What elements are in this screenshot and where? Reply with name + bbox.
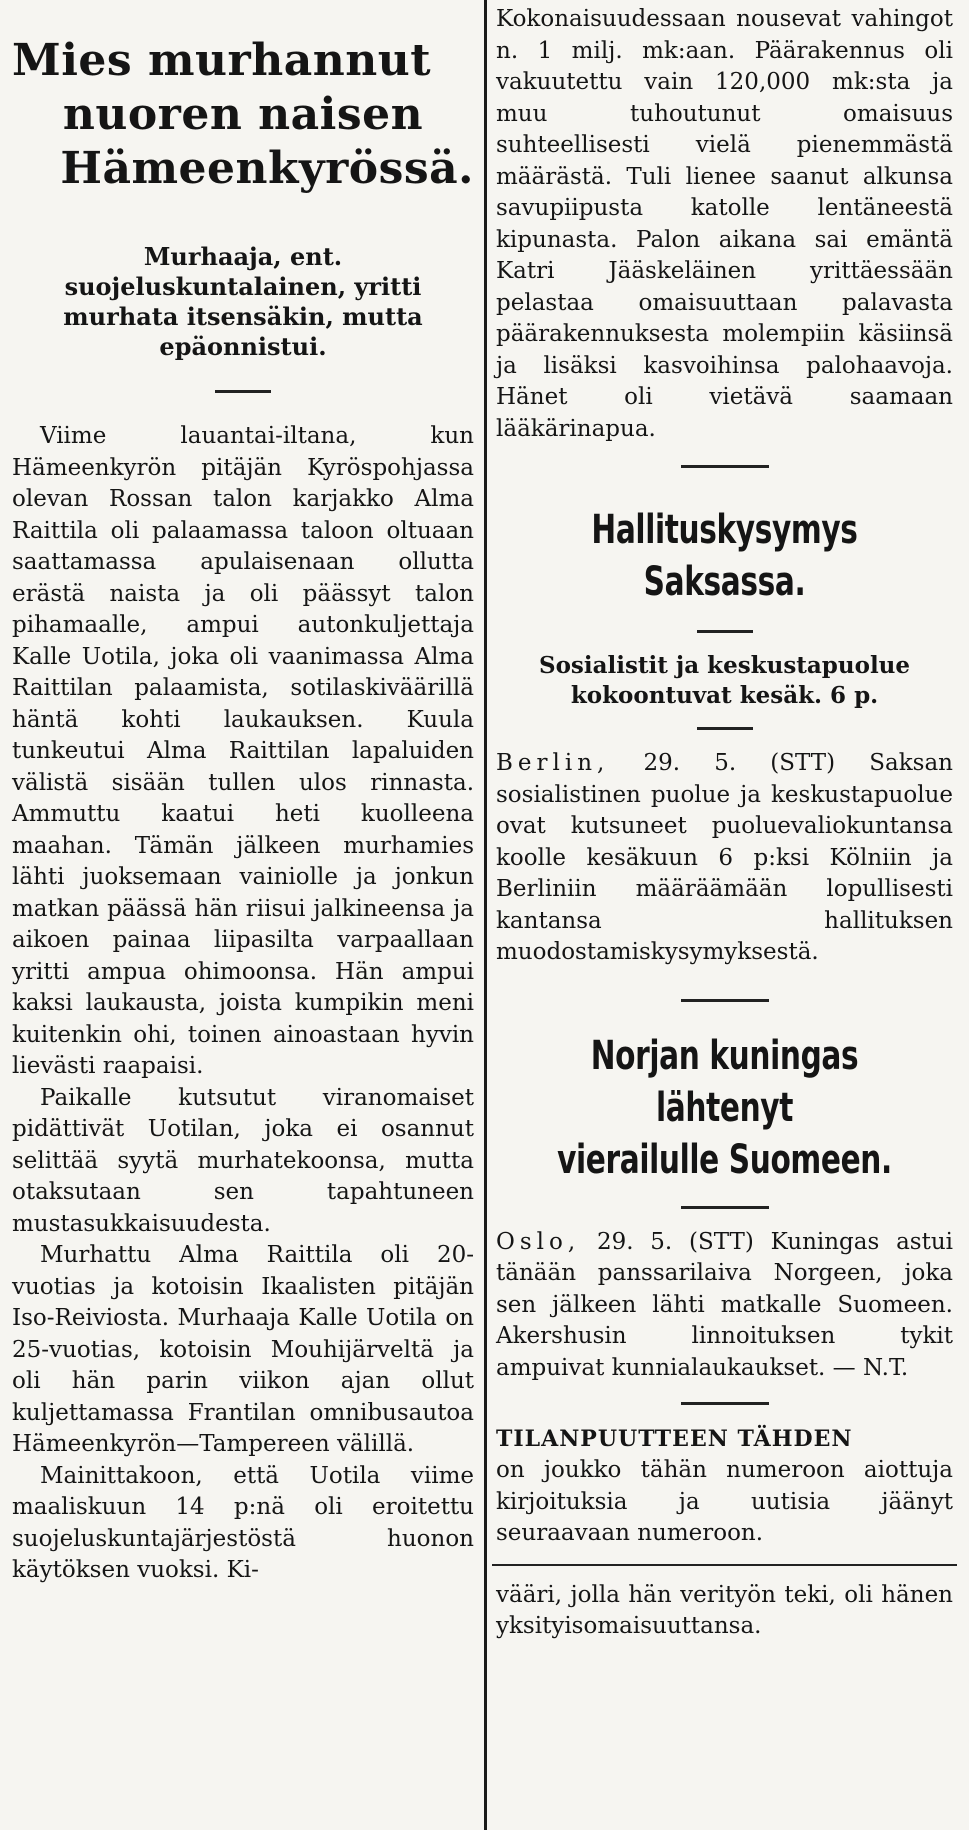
separator-rule [681,465,769,468]
notice-title: TILANPUUTTEEN TÄHDEN [496,1426,853,1452]
separator-rule [215,390,271,393]
article1-headline [8,34,478,196]
article3-headline-line2: vierailulle Suomeen. [557,1136,892,1183]
separator-rule [492,1564,957,1566]
article3-dateline: Oslo, [496,1228,581,1255]
article2-text: 29. 5. (STT) Saksan sosialistinen puolue ja keskustapuolue ovat kutsuneet puoluevaliokuntansa koolle kesäkuun 6 p:ksi Kölniin ja Berliniin määräämään lopullisesti kantansa hallituksen muodostamiskysymyksestä. [496,750,953,965]
article3-text: 29. 5. (STT) Kuningas astui tänään panssarilaiva Norgeen, joka sen jälkeen lähti matkalle Suomeen. Akershusin linnoituksen tykit ampuivat kunnialaukaukset. — N.T. [496,1228,953,1381]
article1-paragraph: Paikalle kutsutut viranomaiset pidättivät Uotilan, joka ei osannut selittää syytä murhatekoonsa, mutta otaksutaan sen tapahtuneen mustasukkaisuudesta. [12,1084,474,1237]
article3-body [492,1227,957,1385]
separator-rule [697,727,753,730]
continuation-bottom-text: vääri, jolla hän verityön teki, oli hänen yksityisomaisuuttansa. [496,1581,953,1639]
article3-headline [552,1030,896,1186]
notice-text: on joukko tähän numeroon aiottuja kirjoituksia ja uutisia jäänyt seuraavaan numeroon. [496,1457,953,1546]
column-divider [484,0,487,1830]
article1-deck: Murhaaja, ent. suojeluskuntalainen, yritti murhata itsensäkin, mutta epäonnistui. [63,242,423,361]
article2-paragraph [496,748,953,969]
article1-headline-line3: Hämeenkyrössä. [60,143,474,194]
article2-body [492,748,957,969]
article2-headline: Hallituskysymys Saksassa. [591,507,858,605]
article3-headline-line1: Norjan kuningas lähtenyt [590,1032,859,1131]
article1-headline-line2: nuoren naisen [62,89,424,140]
separator-rule [681,1402,769,1405]
article3-paragraph [496,1227,953,1385]
right-column [492,0,957,1643]
continuation-top-text: Kokonaisuudessaan nousevat vahingot n. 1 milj. mk:aan. Päärakennus oli vakuutettu vain 120,000 mk:sta ja muu tuhoutunut omaisuus suhteellisesti vielä pienemmästä määrästä. Tuli lienee saanut alkunsa savupiipusta katolle lentäneestä kipunasta. Palon aikana sai emäntä Katri Jääskeläinen yrittäessään pelastaa omaisuuttaan palavasta päärakennuksesta molempiin käsiinsä ja lisäksi kasvoihinsa palohaavoja. Hänet oli vietävä saamaan lääkärinapua. [496,6,953,442]
separator-rule [681,1206,769,1209]
article1-headline-line1: Mies murhannut [12,35,432,86]
separator-rule [697,630,753,633]
separator-rule [681,999,769,1002]
article2-dateline: Berlin, [496,750,610,776]
article1-body [8,421,478,1587]
article1-paragraph: Viime lauantai-iltana, kun Hämeenkyrön pitäjän Kyröspohjassa olevan Rossan talon karjakko Alma Raittila oli palaamassa taloon oltuaan saattamassa apulaisenaan ollutta erästä naista ja oli päässyt talon pihamaalle, ampui autonkuljettaja Kalle Uotila, joka oli vaanimassa Alma Raittilan palaamista, sotilaskiväärillä häntä kohti laukauksen. Kuula tunkeutui Alma Raittilan lapaluiden välistä sisään tullen ulos rinnasta. Ammuttu kaatui heti kuolleena maahan. Tämän jälkeen murhamies lähti juoksemaan vainiolle ja jonkun matkan päässä hän riisui jalkineensa ja aikoen painaa liipasilta varpaallaan yritti ampua ohimoonsa. Hän ampui kaksi laukausta, joista kumpikin meni kuitenkin ohi, toinen ainoastaan hyvin lievästi raapaisi. [12,423,474,1079]
article1-paragraph: Mainittakoon, että Uotila viime maaliskuun 14 p:nä oli eroitettu suojeluskuntajärjestöstä huonon käytöksen vuoksi. Ki- [12,1462,474,1583]
left-column [8,0,478,1587]
continuation-bottom [492,1580,957,1643]
article2-deck: Sosialistit ja keskustapuolue kokoontuvat kesäk. 6 p. [538,652,911,709]
article1-paragraph: Murhattu Alma Raittila oli 20-vuotias ja kotoisin Ikaalisten pitäjän Iso-Reiviosta. Murhaaja Kalle Uotila on 25-vuotias, kotoisin Mouhijärveltä ja oli hän parin viikon ajan ollut kuljettamassa Frantilan omnibusautoa Hämeenkyrön—Tampereen välillä. [12,1242,474,1457]
notice-body [492,1455,957,1550]
continuation-top [492,4,957,445]
